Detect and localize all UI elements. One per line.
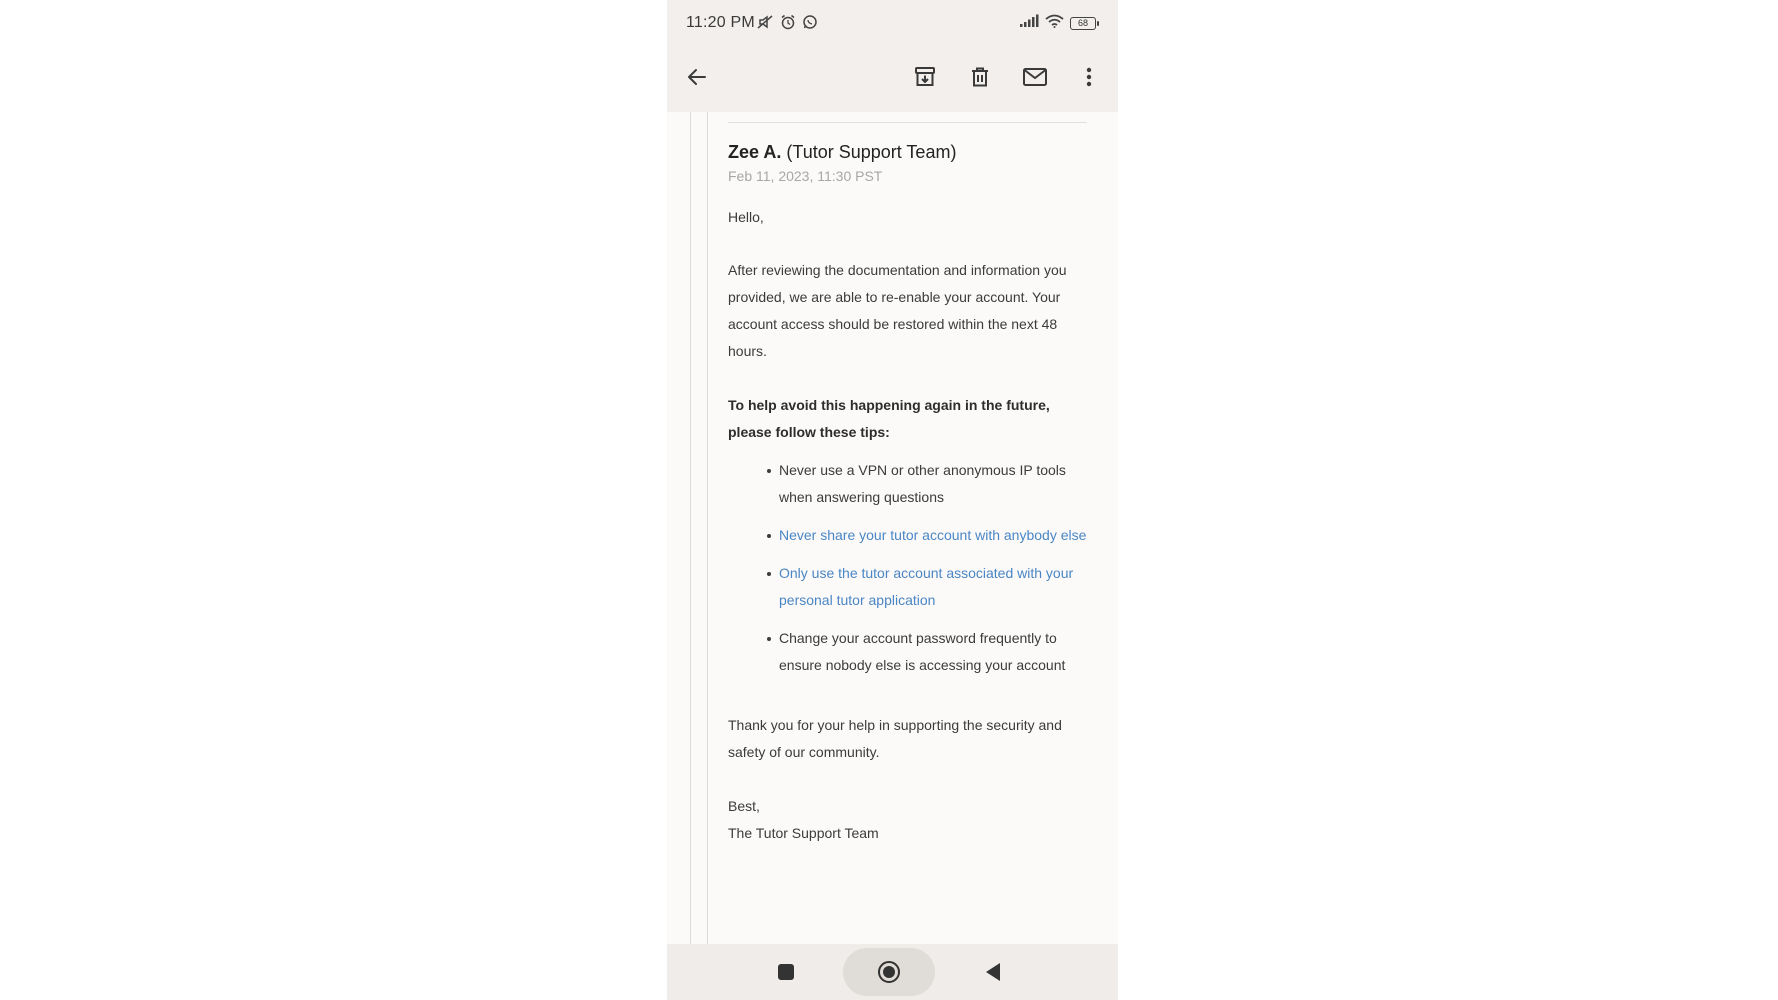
system-nav-bar <box>667 944 1118 1000</box>
recents-square-icon[interactable] <box>771 944 801 1000</box>
email-signature: The Tutor Support Team <box>728 825 879 841</box>
whatsapp-icon <box>802 14 818 35</box>
email-message <box>728 140 1093 847</box>
status-time: 11:20 PM <box>686 14 755 31</box>
message-divider <box>728 122 1087 123</box>
delete-icon[interactable] <box>963 60 997 94</box>
tip-item-link[interactable]: Only use the tutor account associated with your personal tutor application <box>779 560 1093 614</box>
email-closing: Thank you for your help in supporting the security and safety of our community. <box>728 717 1062 760</box>
back-triangle-icon[interactable] <box>978 944 1008 1000</box>
back-arrow-icon[interactable] <box>680 60 714 94</box>
more-options-icon[interactable] <box>1072 60 1106 94</box>
home-circle-icon[interactable] <box>874 944 904 1000</box>
status-bar <box>667 0 1118 46</box>
email-date: Feb 11, 2023, 11:30 PST <box>728 168 883 184</box>
phone-screen <box>667 0 1118 1000</box>
status-icons-left <box>757 14 818 35</box>
email-greeting: Hello, <box>728 209 764 225</box>
tips-list <box>728 457 1093 679</box>
sender[interactable] <box>728 140 1093 164</box>
tip-item: Change your account password frequently to ensure nobody else is accessing your account <box>779 625 1093 679</box>
tip-item: Never use a VPN or other anonymous IP tools when answering questions <box>779 457 1093 511</box>
alarm-icon <box>780 14 796 35</box>
thread-line <box>690 112 691 944</box>
sender-team: (Tutor Support Team) <box>786 142 957 162</box>
thread-line <box>707 112 708 944</box>
email-signoff: Best, <box>728 798 760 814</box>
battery-level: 68 <box>1077 18 1088 28</box>
email-paragraph: After reviewing the documentation and information you provided, we are able to re-enable your account. Your account access should be restored within the next 48 hours. <box>728 262 1067 359</box>
status-icons-right <box>1019 14 1096 33</box>
mark-unread-icon[interactable] <box>1018 60 1052 94</box>
battery-icon <box>1070 17 1096 30</box>
sender-name: Zee A. <box>728 142 782 162</box>
signal-icon <box>1019 14 1039 33</box>
tips-heading: To help avoid this happening again in the future, please follow these tips: <box>728 397 1050 440</box>
archive-icon[interactable] <box>908 60 942 94</box>
email-toolbar <box>667 46 1118 112</box>
tip-item-link[interactable]: Never share your tutor account with anybody else <box>779 522 1093 549</box>
mute-icon <box>757 14 774 35</box>
wifi-icon <box>1045 14 1064 33</box>
